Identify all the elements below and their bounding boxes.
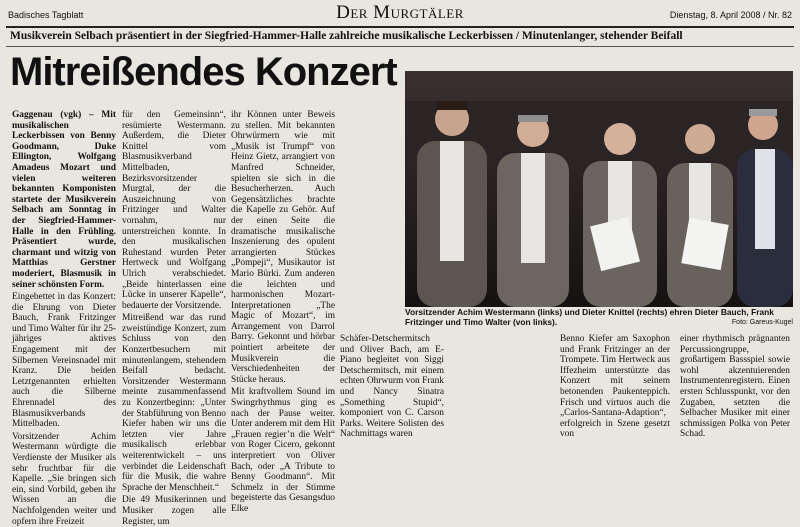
paragraph: Schäfer-Detschermitsch und Oliver Bach, am E-Piano begleitet von Siggi Detschermitsch, mit einem echten Ohrwurm von Frank und Nancy Sinatra „Something Stupid“, komponiert von C. Carson Parks. Weitere Solisten des Nachmittags waren [340,334,444,440]
issue-date: Dienstag, 8. April 2008 / Nr. 82 [669,10,792,20]
paragraph: Benno Kiefer am Saxophon und Frank Fritzinger an der Trompete. Tim Hertweck aus Iffezheim unterstützte das Konzert mit seinem betonenden Paukenteppich. Frisch und virtuos auch die „Carlos-Santana-Adaption“, erfolgreich in Szene gesetzt von [560,334,670,440]
article-column-5 [560,334,670,440]
paragraph: ihr Können unter Beweis zu stellen. Mit bekannten Ohrwürmern wie mit „Musik ist Trumpf“ von Heinz Gietz, arrangiert von Manfred Schneider, spielten sie sich in die Besucherherzen. Auch Gegensätzliches brachte die Kapelle zu Gehör. Auf der einen Seite die dramatische musikalische Inszenierung des opulent arrangierten Stückes „Pompeji“, Musikautor ist Mario Bürki. Zum anderen die leichten und harmonischen Mozart-Interpretationen „The Magic of Mozart“, im Arrangement von Darrol Barry. Gekonnt und hörbar pointiert arbeitete der Musikverein die Verschiedenheiten der Stücke heraus. [231,110,335,385]
paragraph: Vorsitzender Achim Westermann würdigte die Verdienste der Musiker als sehr fruchtbar für die Kapelle. „Sie bringen sich ein, sind Vorbild, geben ihr Wissen an die Nachfolgenden weiter und opfern ihre Freizeit [12,431,116,527]
subheadline: Musikverein Selbach präsentiert in der Siegfried-Hammer-Halle zahlreiche musikalische Leckerbissen / Minutenlanger, stehender Beifall [10,30,683,42]
photo-caption [405,308,793,328]
article-column-2 [122,110,226,527]
group-photo [405,71,793,307]
article-column-1 [12,110,117,527]
article-column-6 [680,334,790,440]
masthead-rule [6,26,794,28]
subhead-rule [6,46,794,47]
caption-text: Vorsitzender Achim Westermann (links) und Dieter Knittel (rechts) ehren Dieter Bauch, Frank Fritzinger und Timo Walter (von links). [405,307,774,327]
paragraph: einer rhythmisch prägnanten Percussiongruppe, großartigem Bassspiel sowie wohl akzentuierenden Instrumentenregistern. Einen ersten Schlusspunkt, vor den Zugaben, setzten die Selbacher Musiker mit einer schmissigen Polka von Peter Schad. [680,334,790,440]
paragraph: Die 49 Musikerinnen und Musiker zogen alle Register, um [122,495,226,527]
headline: Mitreißendes Konzert [10,50,397,94]
lead-paragraph: Gaggenau (vgk) – Mit musikalischen Leckerbissen von Benny Goodmann, Duke Ellington, Wolfgang Amadeus Mozart und vielen weiteren bekannten Komponisten startete der Musikverein Selbach am Sonntag in der Siegfried-Hammer-Halle in den Frühling. Präsentiert wurde, charmant und witzig von Matthias Gerstner moderiert, Blasmusik in seiner schönsten Form. [12,110,116,290]
article-column-3 [231,110,335,514]
newspaper-name: Badisches Tagblatt [8,10,84,20]
masthead [6,2,794,24]
article-column-4 [340,334,444,440]
section-title: Der Murgtäler [336,2,464,23]
paragraph: Mitreißend war das rund zweistündige Konzert, zum Schluss von den Konzertbesuchern mit minutenlangem, stehendem Beifall bedacht. Vorsitzender Westermann meinte zusammenfassend zu Konzertbeginn: „Unter der Stabführung von Benno Kiefer haben wir uns die letzten vier Jahre musikalisch erlebbar weiterentwickelt – uns verbindet die Leidenschaft für die Musik, die wahre Sprache der Menschheit.“ [122,313,226,493]
paragraph: Eingebettet in das Konzert: die Ehrung von Dieter Bauch, Frank Fritzinger und Timo Walter für ihr 25-jähriges aktives Engagement mit der Silbernen Vereinsnadel mit Kranz. Die beiden Letztgenannten erhielten auch die Silberne Ehrennadel des Blasmusikverbands Mittelbaden. [12,292,117,430]
paragraph: Mit kraftvollem Sound im Swingrhythmus ging es nach der Pause weiter. Unter anderem mit dem Hit „Frauen regier’n die Welt“ von Roger Cicero, gekonnt interpretiert von Oliver Bach, oder „A Tribute to Benny Goodmann“. Mit Schmelz in der Stimme begeisterte das Gesangsduo Elke [231,387,335,514]
paragraph: für den Gemeinsinn“, resümierte Westermann. Außerdem, die Dieter Knittel vom Blasmusikverband Mittelbaden, Bezirksvorsitzender Murgtal, der die Auszeichnung von Fritzinger und Walter vornahm, nur unterstreichen konnte. In den musikalischen Ruhestand wurden Peter Hertweck und Wolfgang Ulrich verabschiedet. „Beide hinterlassen eine Lücke in unserer Kapelle“, bedauerte der Vorsitzende. [122,110,226,311]
photo-credit: Foto: Gareus-Kugel [731,318,793,326]
photo-illustration [405,71,793,307]
